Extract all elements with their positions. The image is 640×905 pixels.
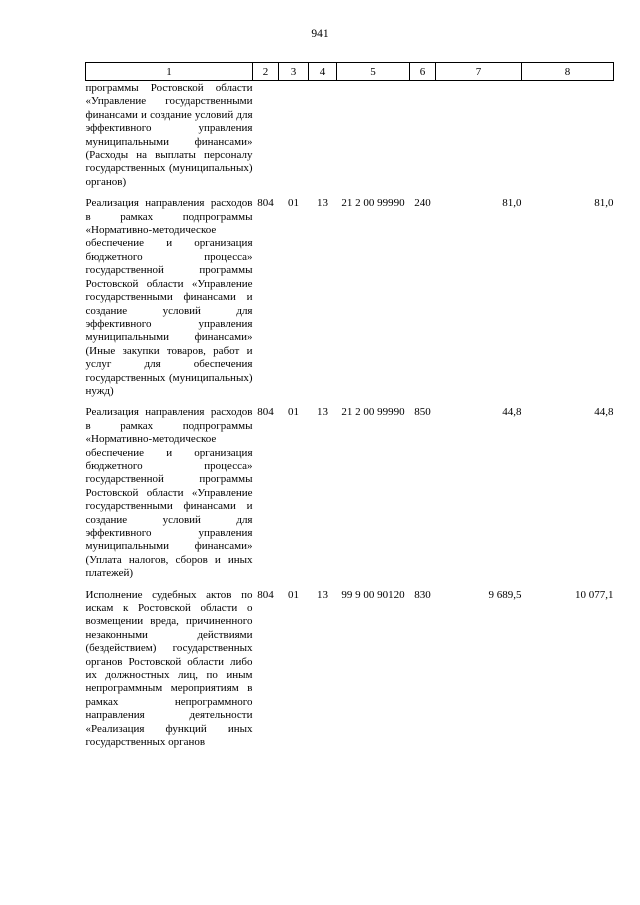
row-target xyxy=(337,81,410,190)
page-number: 941 xyxy=(311,28,329,40)
row-subsection xyxy=(309,81,337,190)
row-amount-1: 9 689,5 xyxy=(488,588,522,601)
row-section xyxy=(279,81,309,190)
row-target: 21 2 00 99990 xyxy=(341,406,405,419)
row-subsection: 13 xyxy=(317,197,328,210)
row-target: 99 9 00 90120 xyxy=(341,588,405,601)
row-amount-1: 81,0 xyxy=(502,197,522,210)
column-header-4: 4 xyxy=(309,63,337,81)
row-section: 01 xyxy=(288,588,299,601)
row-subsection: 13 xyxy=(317,588,328,601)
row-expense-type: 850 xyxy=(414,406,431,419)
table-row xyxy=(86,581,614,750)
row-amount-2 xyxy=(522,81,614,190)
table-header-row xyxy=(86,63,614,81)
row-amount-1 xyxy=(436,81,522,190)
row-section: 01 xyxy=(288,406,299,419)
row-ministry: 804 xyxy=(257,588,274,601)
row-subsection: 13 xyxy=(317,406,328,419)
row-ministry: 804 xyxy=(257,197,274,210)
row-amount-2: 10 077,1 xyxy=(575,588,614,601)
row-ministry: 804 xyxy=(257,406,274,419)
column-header-5: 5 xyxy=(337,63,410,81)
row-target: 21 2 00 99990 xyxy=(341,197,405,210)
row-expense-type xyxy=(410,81,436,190)
row-description: программы Ростовской области «Управление государственными финансами и создание условий для эффективного управления муниципальными финансами» (Расходы на выплаты персоналу государственных (муниципальных) органов) xyxy=(85,82,253,188)
row-expense-type: 830 xyxy=(414,588,431,601)
column-header-2: 2 xyxy=(253,63,279,81)
column-header-3: 3 xyxy=(279,63,309,81)
column-header-6: 6 xyxy=(410,63,436,81)
row-description: Исполнение судебных актов по искам к Ростовской области о возмещении вреда, причиненного незаконными действиями (бездействием) государственных органов Ростовской области либо их должностных лиц, по иным непрограммным мероприятиям в рамках непрограммного направления деятельности «Реализация функций иных государственных органов xyxy=(85,588,253,749)
column-header-1: 1 xyxy=(86,63,253,81)
row-amount-2: 81,0 xyxy=(594,197,614,210)
row-ministry xyxy=(253,81,279,190)
table-row xyxy=(86,189,614,398)
row-description: Реализация направления расходов в рамках подпрограммы «Нормативно-методическое обеспечение и организация бюджетного процесса» государственной программы Ростовской области «Управление государственными финансами и создание условий для эффективного управления муниципальными финансами» (Иные закупки товаров, работ и услуг для обеспечения государственных (муниципальных) нужд) xyxy=(85,197,253,397)
row-amount-1: 44,8 xyxy=(502,406,522,419)
row-expense-type: 240 xyxy=(414,197,431,210)
budget-table xyxy=(85,62,614,750)
row-description: Реализация направления расходов в рамках подпрограммы «Нормативно-методическое обеспечение и организация бюджетного процесса» государственной программы Ростовской области «Управление государственными финансами и создание условий для эффективного управления муниципальными финансами» (Уплата налогов, сборов и иных платежей) xyxy=(85,406,253,580)
column-header-7: 7 xyxy=(436,63,522,81)
table-row xyxy=(86,81,614,190)
row-section: 01 xyxy=(288,197,299,210)
column-header-8: 8 xyxy=(522,63,614,81)
row-amount-2: 44,8 xyxy=(594,406,614,419)
table-row xyxy=(86,398,614,580)
